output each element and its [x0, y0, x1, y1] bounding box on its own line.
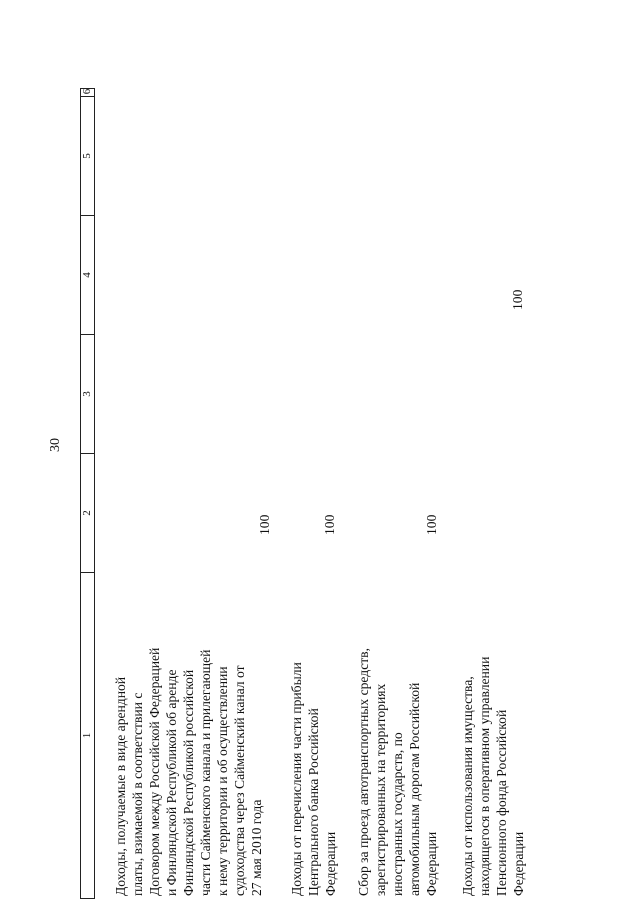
table-row-3-text: [355, 576, 440, 896]
row-2-line: Федерации: [323, 831, 338, 896]
row-1-line: Финляндской Республикой российской: [181, 669, 196, 896]
row-1-line: судоходства через Сайменский канал от: [232, 665, 247, 896]
row-3-col-2-value: 100: [424, 514, 439, 535]
row-3-line: Сбор за проезд автотранспортных средств,: [356, 648, 371, 896]
row-1-line: платы, взимаемой в соответствии с: [130, 692, 145, 896]
row-1-line: Доходы, получаемые в виде арендной: [113, 676, 128, 896]
row-1-line: и Финляндской Республикой об аренде: [164, 669, 179, 896]
row-1-line: Договором между Российской Федерацией: [147, 647, 162, 896]
row-1-line: части Сайменского канала и прилегающей: [198, 649, 213, 896]
row-4-line: находящегося в оперативном управлении: [477, 656, 492, 896]
row-1-col-2-value: 100: [257, 514, 272, 535]
table-row-2-text: [288, 576, 339, 896]
row-3-line: Федерации: [424, 831, 439, 896]
row-4-line: Пенсионного фонда Российской: [494, 709, 509, 896]
column-header-5: 5: [81, 96, 94, 215]
table-row-4-text: [459, 576, 527, 896]
row-3-line: автомобильным дорогам Российской: [407, 682, 422, 896]
row-3-line: иностранных государств, по: [390, 732, 405, 896]
row-4-line: Федерации: [511, 831, 526, 896]
column-header-6: 6: [81, 88, 93, 95]
page-number: 30: [48, 438, 63, 452]
table-row-1-text: [112, 576, 265, 896]
column-header-4: 4: [81, 215, 94, 334]
column-header-3: 3: [81, 334, 94, 453]
row-2-line: Доходы от перечисления части прибыли: [289, 662, 304, 896]
row-2-line: Центрального банка Российской: [306, 708, 321, 896]
row-2-col-2-value: 100: [322, 514, 337, 535]
column-header-table: [80, 88, 95, 899]
column-header-2: 2: [81, 453, 94, 572]
row-3-line: зарегистрированных на территориях: [373, 683, 388, 896]
column-header-1: 1: [81, 572, 94, 898]
row-4-col-4-value: 100: [510, 289, 525, 310]
row-1-line: 27 мая 2010 года: [249, 799, 264, 896]
row-4-line: Доходы от использования имущества,: [460, 676, 475, 896]
row-1-line: к нему территории и об осуществлении: [215, 666, 230, 896]
